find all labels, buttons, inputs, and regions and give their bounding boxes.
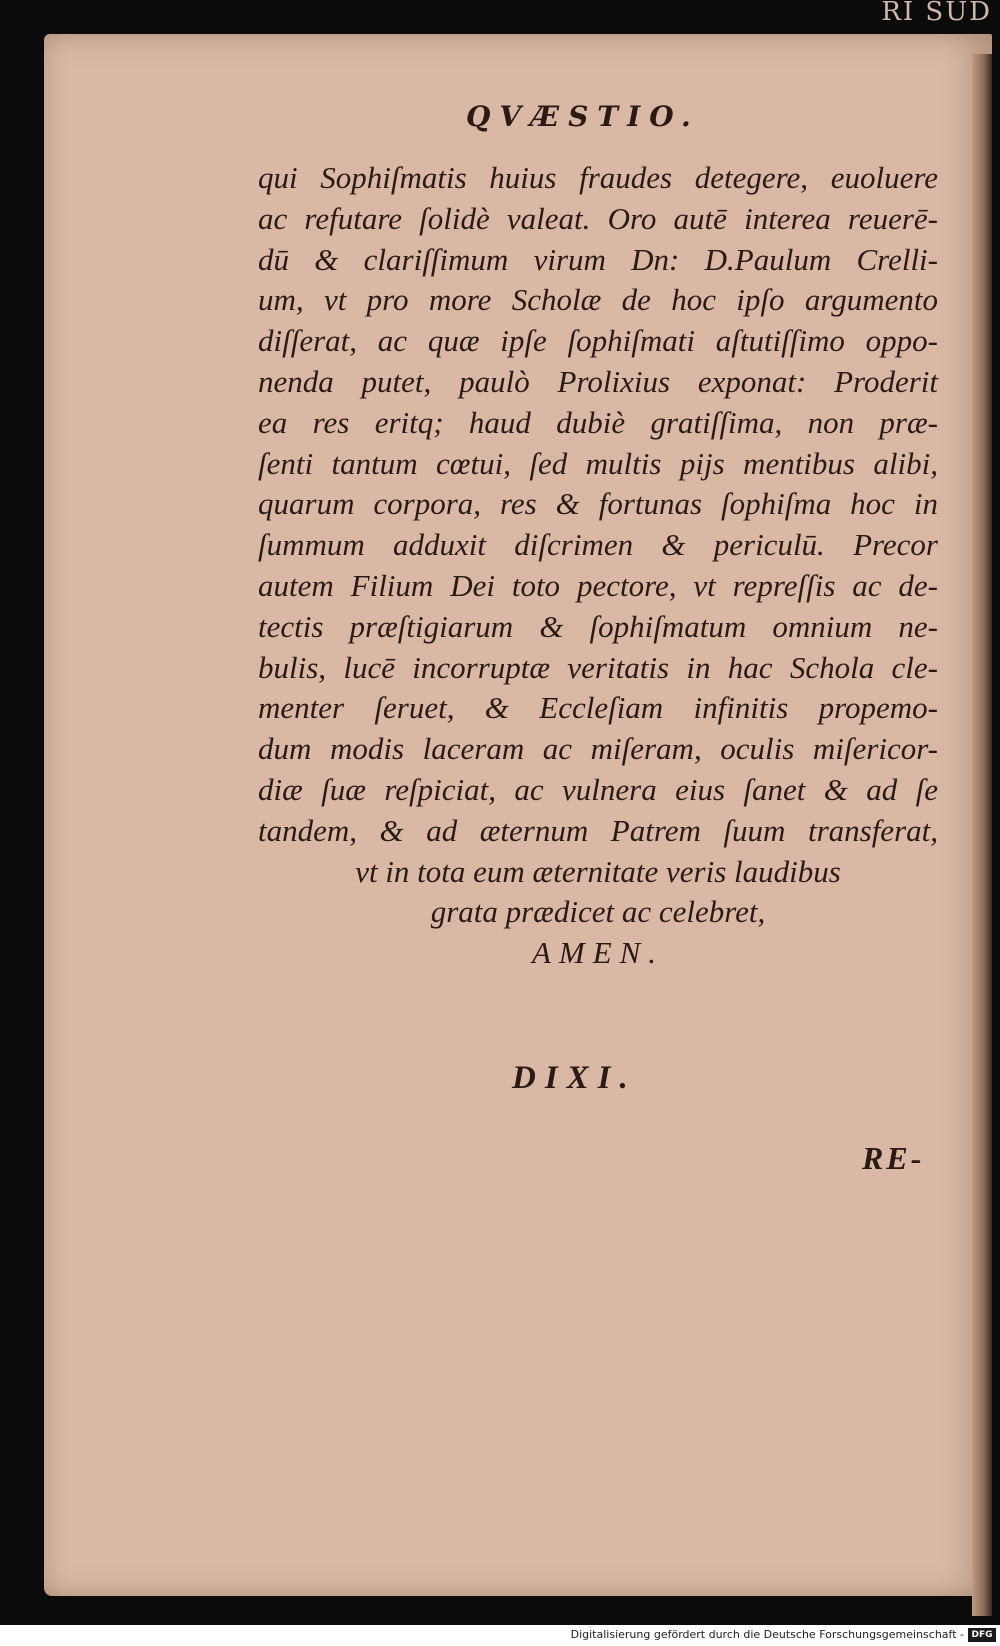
text-line: tectis præſtigiarum & ſophiſmatum omnium ne-	[258, 608, 938, 644]
dixi-heading: DIXI.	[512, 1060, 637, 1096]
text-line: qui Sophiſmatis huius fraudes detegere, euoluere	[258, 160, 938, 195]
text-line: autem Filium Dei toto pectore, vt repreſſis ac de-	[258, 567, 938, 603]
dfg-logo-icon: DFG	[968, 1628, 996, 1642]
text-line: diſſerat, ac quæ ipſe ſophiſmati aſtutiſſimo oppo-	[258, 323, 938, 359]
text-line: grata prædicet ac celebret,	[430, 894, 766, 930]
text-line: tandem, & ad æternum Patrem ſuum transferat,	[258, 812, 938, 848]
body-text	[258, 158, 938, 974]
text-line: ac refutare ſolidè valeat. Oro autē interea reuerē-	[258, 200, 938, 236]
text-line: nenda putet, paulò Prolixius exponat: Proderit	[258, 363, 938, 399]
text-line: dū & clariſſimum virum Dn: D.Paulum Crelli-	[258, 241, 938, 277]
text-line: ea res eritq; haud dubiè gratiſſima, non præ-	[258, 404, 938, 440]
amen-line: AMEN.	[531, 935, 665, 971]
text-line: quarum corpora, res & fortunas ſophiſma hoc in	[258, 486, 938, 522]
text-line: menter ſeruet, & Eccleſiam infinitis propemo-	[258, 690, 938, 726]
text-line: um, vt pro more Scholæ de hoc ipſo argumento	[258, 282, 938, 318]
text-line: diæ ſuæ reſpiciat, ac vulnera eius ſanet & ad ſe	[258, 771, 938, 807]
running-head: QVÆSTIO.	[466, 100, 700, 133]
text-line: ſenti tantum cœtui, ſed multis pijs mentibus alibi,	[258, 445, 938, 481]
text-line: bulis, lucē incorruptæ veritatis in hac Schola cle-	[258, 649, 938, 685]
page-edge-shadow	[972, 54, 992, 1616]
text-line: vt in tota eum æternitate veris laudibus	[355, 853, 841, 889]
digitization-footer	[0, 1625, 1000, 1646]
catchword: RE-	[862, 1140, 925, 1176]
bleed-through-text: RI SUD	[881, 0, 992, 27]
footer-credit: Digitalisierung gefördert durch die Deutsche Forschungsgemeinschaft -	[570, 1628, 964, 1641]
text-line: dum modis laceram ac miſeram, oculis miſericor-	[258, 731, 938, 767]
text-line: ſummum adduxit diſcrimen & periculū. Precor	[258, 527, 938, 563]
